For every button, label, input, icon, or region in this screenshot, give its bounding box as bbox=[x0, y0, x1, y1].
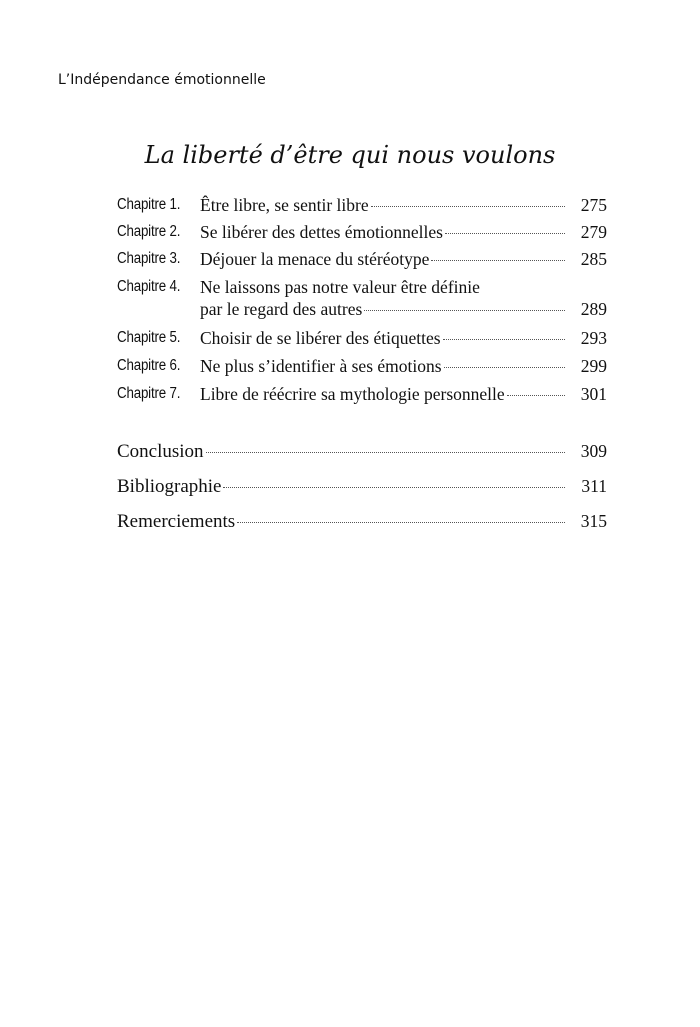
chapter-label: Chapitre 2. bbox=[117, 223, 181, 240]
page-number: 289 bbox=[580, 299, 607, 319]
chapter-label: Chapitre 7. bbox=[117, 385, 181, 402]
chapter-title: Ne plus s’identifier à ses émotions bbox=[200, 356, 442, 376]
page-number: 275 bbox=[580, 195, 607, 215]
chapter-title: Libre de réécrire sa mythologie personnelle bbox=[200, 384, 505, 404]
dot-leader bbox=[445, 233, 565, 234]
chapter-title-line-1: Ne laissons pas notre valeur être définie bbox=[200, 277, 480, 297]
page-number: 285 bbox=[580, 249, 607, 269]
page-number: 279 bbox=[580, 222, 607, 242]
chapter-title-line-2: par le regard des autres bbox=[200, 299, 363, 319]
dot-leader bbox=[371, 206, 565, 207]
chapter-title: Déjouer la menace du stéréotype bbox=[200, 249, 430, 269]
dot-leader bbox=[364, 310, 565, 311]
chapter-title: Choisir de se libérer des étiquettes bbox=[200, 328, 441, 348]
toc-entry-remerciements[interactable] bbox=[117, 509, 607, 534]
dot-leader bbox=[431, 260, 565, 261]
dot-leader bbox=[443, 339, 565, 340]
dot-leader bbox=[507, 395, 565, 396]
entry-title: Bibliographie bbox=[117, 476, 222, 497]
chapter-label: Chapitre 5. bbox=[117, 329, 181, 346]
section-title: La liberté d’être qui nous voulons bbox=[144, 141, 556, 169]
chapter-label: Chapitre 6. bbox=[117, 357, 181, 374]
chapter-title: Se libérer des dettes émotionnelles bbox=[200, 222, 443, 242]
dot-leader bbox=[237, 522, 565, 523]
page-number: 301 bbox=[580, 384, 607, 404]
entry-title: Conclusion bbox=[117, 441, 204, 462]
dot-leader bbox=[206, 452, 565, 453]
page-number: 311 bbox=[581, 476, 607, 496]
chapter-title: Être libre, se sentir libre bbox=[200, 195, 369, 215]
page-number: 293 bbox=[580, 328, 607, 348]
toc-entry-bibliographie[interactable] bbox=[117, 474, 607, 499]
page-number: 315 bbox=[580, 511, 607, 531]
page-number: 309 bbox=[580, 441, 607, 461]
dot-leader bbox=[444, 367, 565, 368]
entry-title: Remerciements bbox=[117, 511, 236, 532]
dot-leader bbox=[223, 487, 565, 488]
running-head: L’Indépendance émotionnelle bbox=[58, 72, 266, 88]
page-number: 299 bbox=[580, 356, 607, 376]
chapter-label: Chapitre 4. bbox=[117, 278, 181, 295]
chapter-label: Chapitre 1. bbox=[117, 196, 181, 213]
toc-entry-conclusion[interactable] bbox=[117, 439, 607, 464]
chapter-label: Chapitre 3. bbox=[117, 250, 181, 267]
